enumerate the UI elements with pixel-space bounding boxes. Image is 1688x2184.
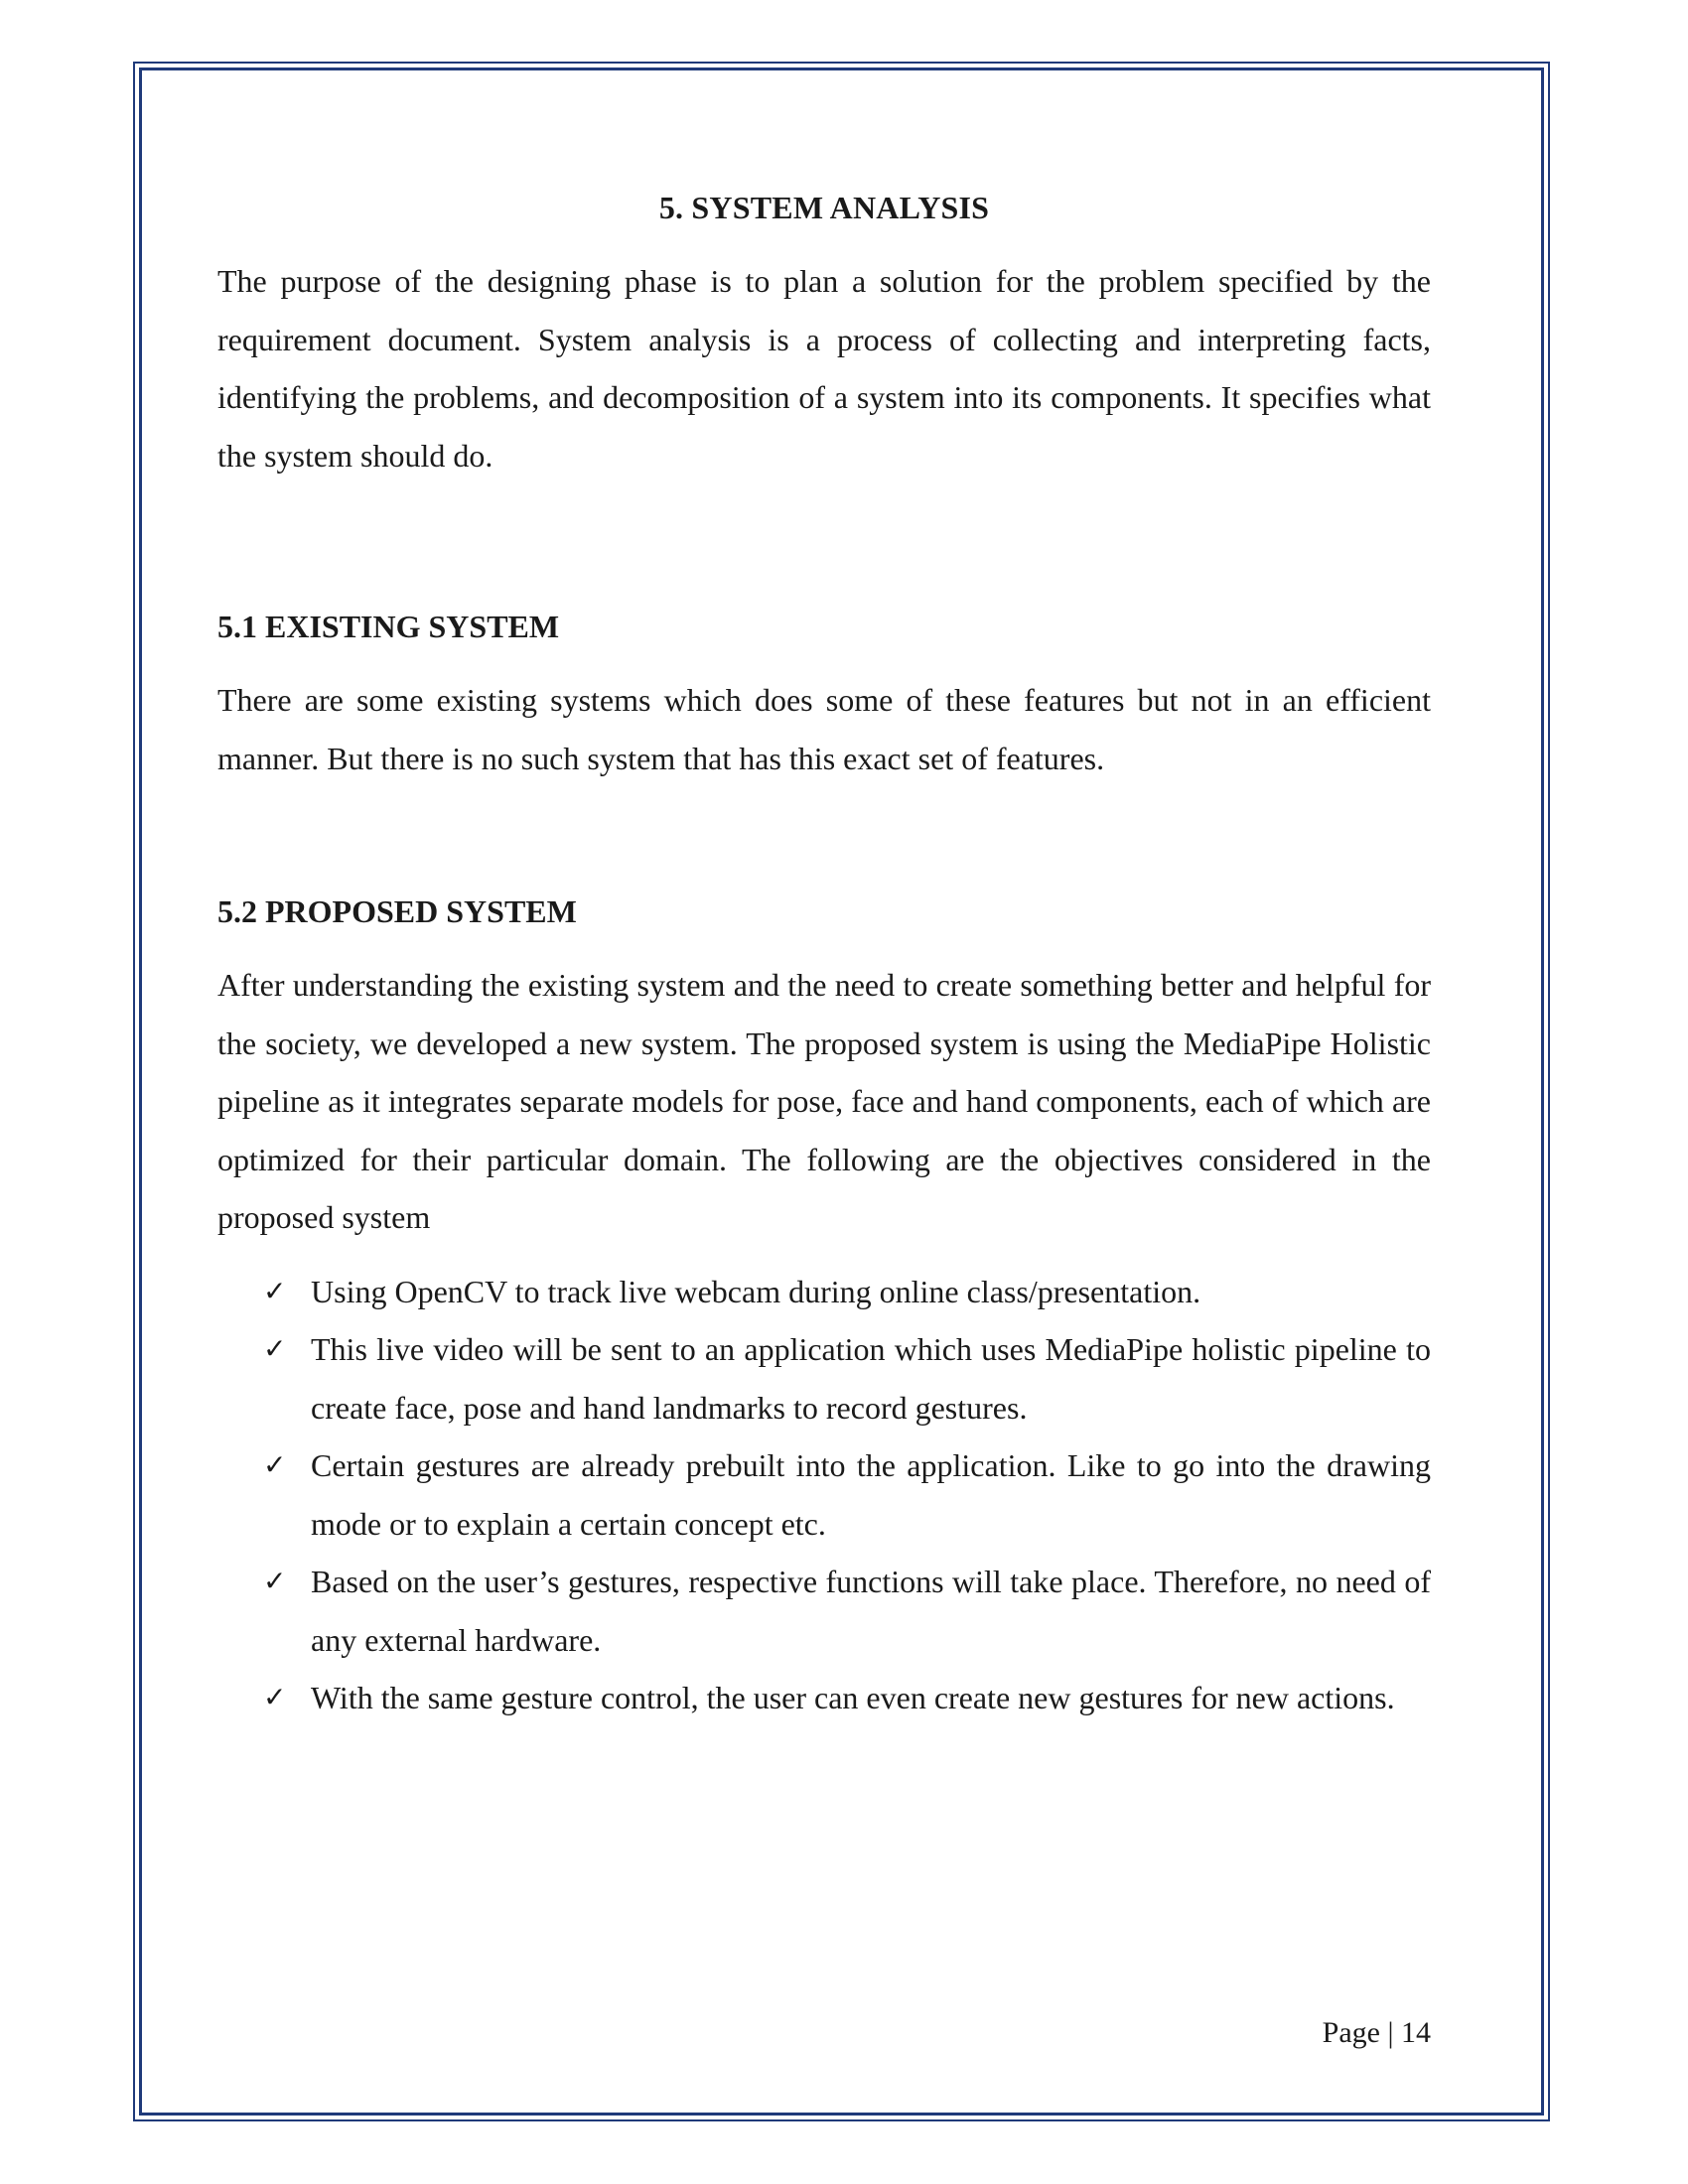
list-item-text: Certain gestures are already prebuilt into the application. Like to go into the drawing mode or to explain a certain concept etc. — [311, 1447, 1431, 1542]
intro-paragraph: The purpose of the designing phase is to plan a solution for the problem specified by the requirement document. System analysis is a process of collecting and interpreting facts, identifying the problems, and decomposition of a system into its components. It specifies what the system should do. — [217, 263, 1431, 474]
list-item — [263, 1320, 1431, 1436]
checkmark-icon: ✓ — [263, 1681, 287, 1713]
list-item — [263, 1669, 1431, 1727]
list-item — [263, 1263, 1431, 1321]
list-item — [263, 1436, 1431, 1553]
checkmark-icon: ✓ — [263, 1565, 287, 1597]
proposed-system-paragraph: After understanding the existing system and the need to create something better and helpful for the society, we developed a new system. The proposed system is using the MediaPipe Holistic pipeline as it integrates separate models for pose, face and hand components, each of which are optimized for their particular domain. The following are the objectives considered in the proposed system — [217, 967, 1431, 1235]
section-heading-existing-system: 5.1 EXISTING SYSTEM — [217, 609, 560, 644]
list-item-text: This live video will be sent to an application which uses MediaPipe holistic pipeline to create face, pose and hand landmarks to record gestures. — [311, 1331, 1431, 1426]
objectives-list — [217, 1263, 1431, 1727]
list-item-text: Based on the user’s gestures, respective functions will take place. Therefore, no need of any external hardware. — [311, 1564, 1431, 1658]
page-content — [217, 179, 1431, 1727]
section-heading-proposed-system: 5.2 PROPOSED SYSTEM — [217, 893, 577, 929]
page-title: 5. SYSTEM ANALYSIS — [658, 190, 990, 225]
page-number: Page | 14 — [1322, 2016, 1431, 2049]
list-item-text: Using OpenCV to track live webcam during online class/presentation. — [311, 1273, 1201, 1309]
list-item — [263, 1553, 1431, 1669]
checkmark-icon: ✓ — [263, 1448, 287, 1481]
checkmark-icon: ✓ — [263, 1274, 287, 1307]
checkmark-icon: ✓ — [263, 1332, 287, 1365]
list-item-text: With the same gesture control, the user can even create new gestures for new actions. — [311, 1680, 1395, 1715]
existing-system-paragraph: There are some existing systems which does some of these features but not in an efficient manner. But there is no such system that has this exact set of features. — [217, 682, 1431, 776]
